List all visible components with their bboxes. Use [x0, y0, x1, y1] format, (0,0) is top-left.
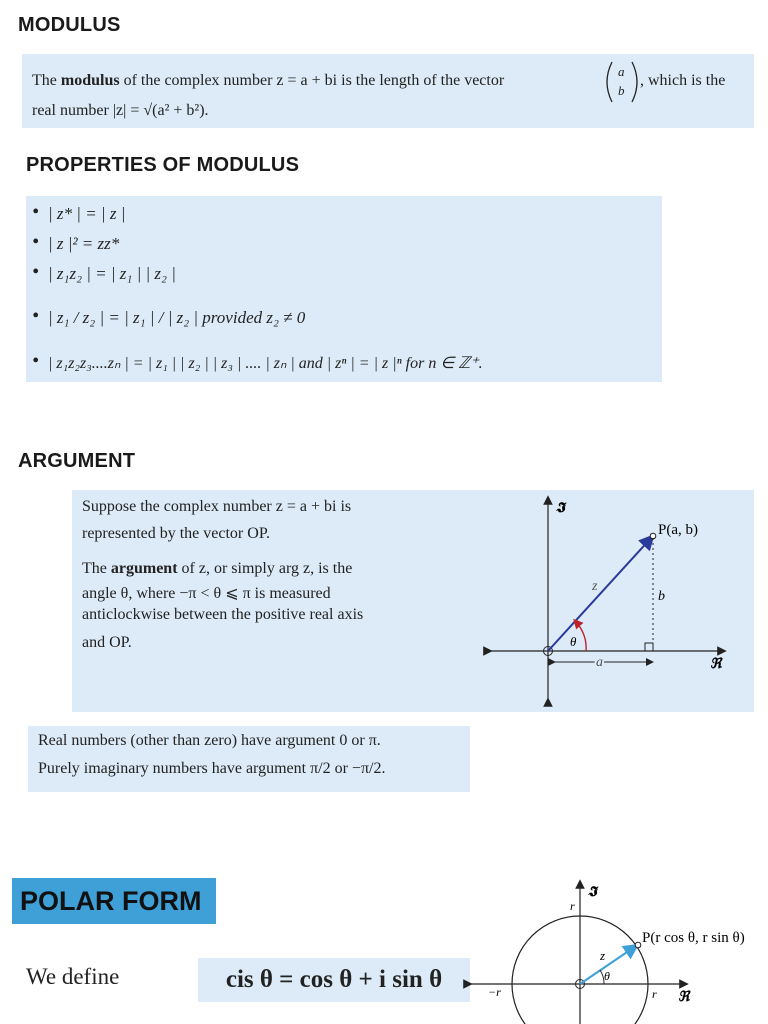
argument-p2-line4: and OP.: [82, 634, 132, 651]
argument-p1-line1: Suppose the complex number z = a + bi is: [82, 498, 352, 515]
a-label: a: [596, 655, 603, 670]
modulus-definition-box: [22, 54, 754, 128]
point-p: [650, 533, 656, 539]
argument-text: The: [82, 560, 111, 577]
argument-p1-line2: represented by the vector OP.: [82, 525, 270, 542]
point-p-label: P(a, b): [658, 522, 698, 538]
polar-theta-label: θ: [604, 969, 610, 983]
properties-heading: PROPERTIES OF MODULUS: [26, 154, 300, 176]
vector-a: a: [618, 64, 625, 79]
modulus-heading: MODULUS: [18, 14, 121, 36]
properties-box: [26, 196, 662, 382]
argument-p2-line2: angle θ, where −π < θ ⩽ π is measured: [82, 585, 331, 602]
polar-r-top: r: [570, 899, 575, 913]
real-axis-label: ℜ: [710, 657, 722, 672]
note-line-1: Real numbers (other than zero) have argument 0 or π.: [38, 732, 381, 749]
modulus-line-1: [32, 72, 504, 90]
property-item: • | z |² = zz*: [48, 234, 119, 254]
argument-heading: ARGUMENT: [18, 450, 136, 472]
polar-r-left: −r: [488, 985, 501, 999]
theta-label: θ: [570, 634, 577, 649]
b-label: b: [658, 589, 665, 604]
modulus-line-1-end: , which is the: [640, 72, 726, 89]
argument-p2-line1: [82, 560, 352, 578]
note-line-2: Purely imaginary numbers have argument π/2 or −π/2.: [38, 760, 386, 777]
polar-r-right: r: [652, 987, 657, 1001]
argument-text: of z, or simply arg z, is the: [177, 560, 353, 577]
theta-arc: [576, 622, 586, 651]
property-item: • | z₁z₂ | = | z₁ | | z₂ |: [48, 264, 176, 284]
vector-b: b: [618, 83, 625, 98]
polar-real-label: ℜ: [678, 990, 690, 1005]
cis-definition: cis θ = cos θ + i sin θ: [198, 958, 470, 1002]
argand-diagram: [482, 490, 742, 712]
polar-point: [635, 942, 641, 948]
modulus-text: of the complex number z = a + bi is the length of the vector: [119, 72, 505, 89]
vector-op: [548, 537, 652, 651]
modulus-term: modulus: [60, 72, 120, 89]
polar-form-heading: POLAR FORM: [12, 878, 216, 924]
polar-point-label: P(r cos θ, r sin θ): [642, 930, 745, 946]
property-item: • | z* | = | z |: [48, 204, 125, 224]
imag-axis-label: 𝕴: [556, 501, 565, 516]
property-item: • | z₁ / z₂ | = | z₁ | / | z₂ | provided z₂ ≠ 0: [48, 308, 305, 328]
property-item: • | z₁z₂z₃....zₙ | = | z₁ | | z₂ | | z₃ | .... | zₙ | and | zⁿ | = | z |ⁿ for n ∈ ℤ⁺.: [48, 353, 483, 373]
polar-z-label: z: [600, 948, 606, 963]
argument-term: argument: [110, 560, 178, 577]
argument-box: [72, 490, 754, 712]
polar-diagram: [458, 874, 758, 1024]
argument-note-box: [28, 726, 470, 792]
vector-column: [604, 60, 640, 102]
right-angle: [645, 643, 653, 651]
we-define-text: We define: [26, 964, 120, 989]
argument-p2-line3: anticlockwise between the positive real axis: [82, 606, 364, 623]
modulus-text: The: [32, 72, 61, 89]
polar-imag-label: 𝕴: [588, 885, 597, 900]
z-label: z: [592, 579, 598, 594]
modulus-line-2: real number |z| = √(a² + b²).: [32, 102, 209, 119]
